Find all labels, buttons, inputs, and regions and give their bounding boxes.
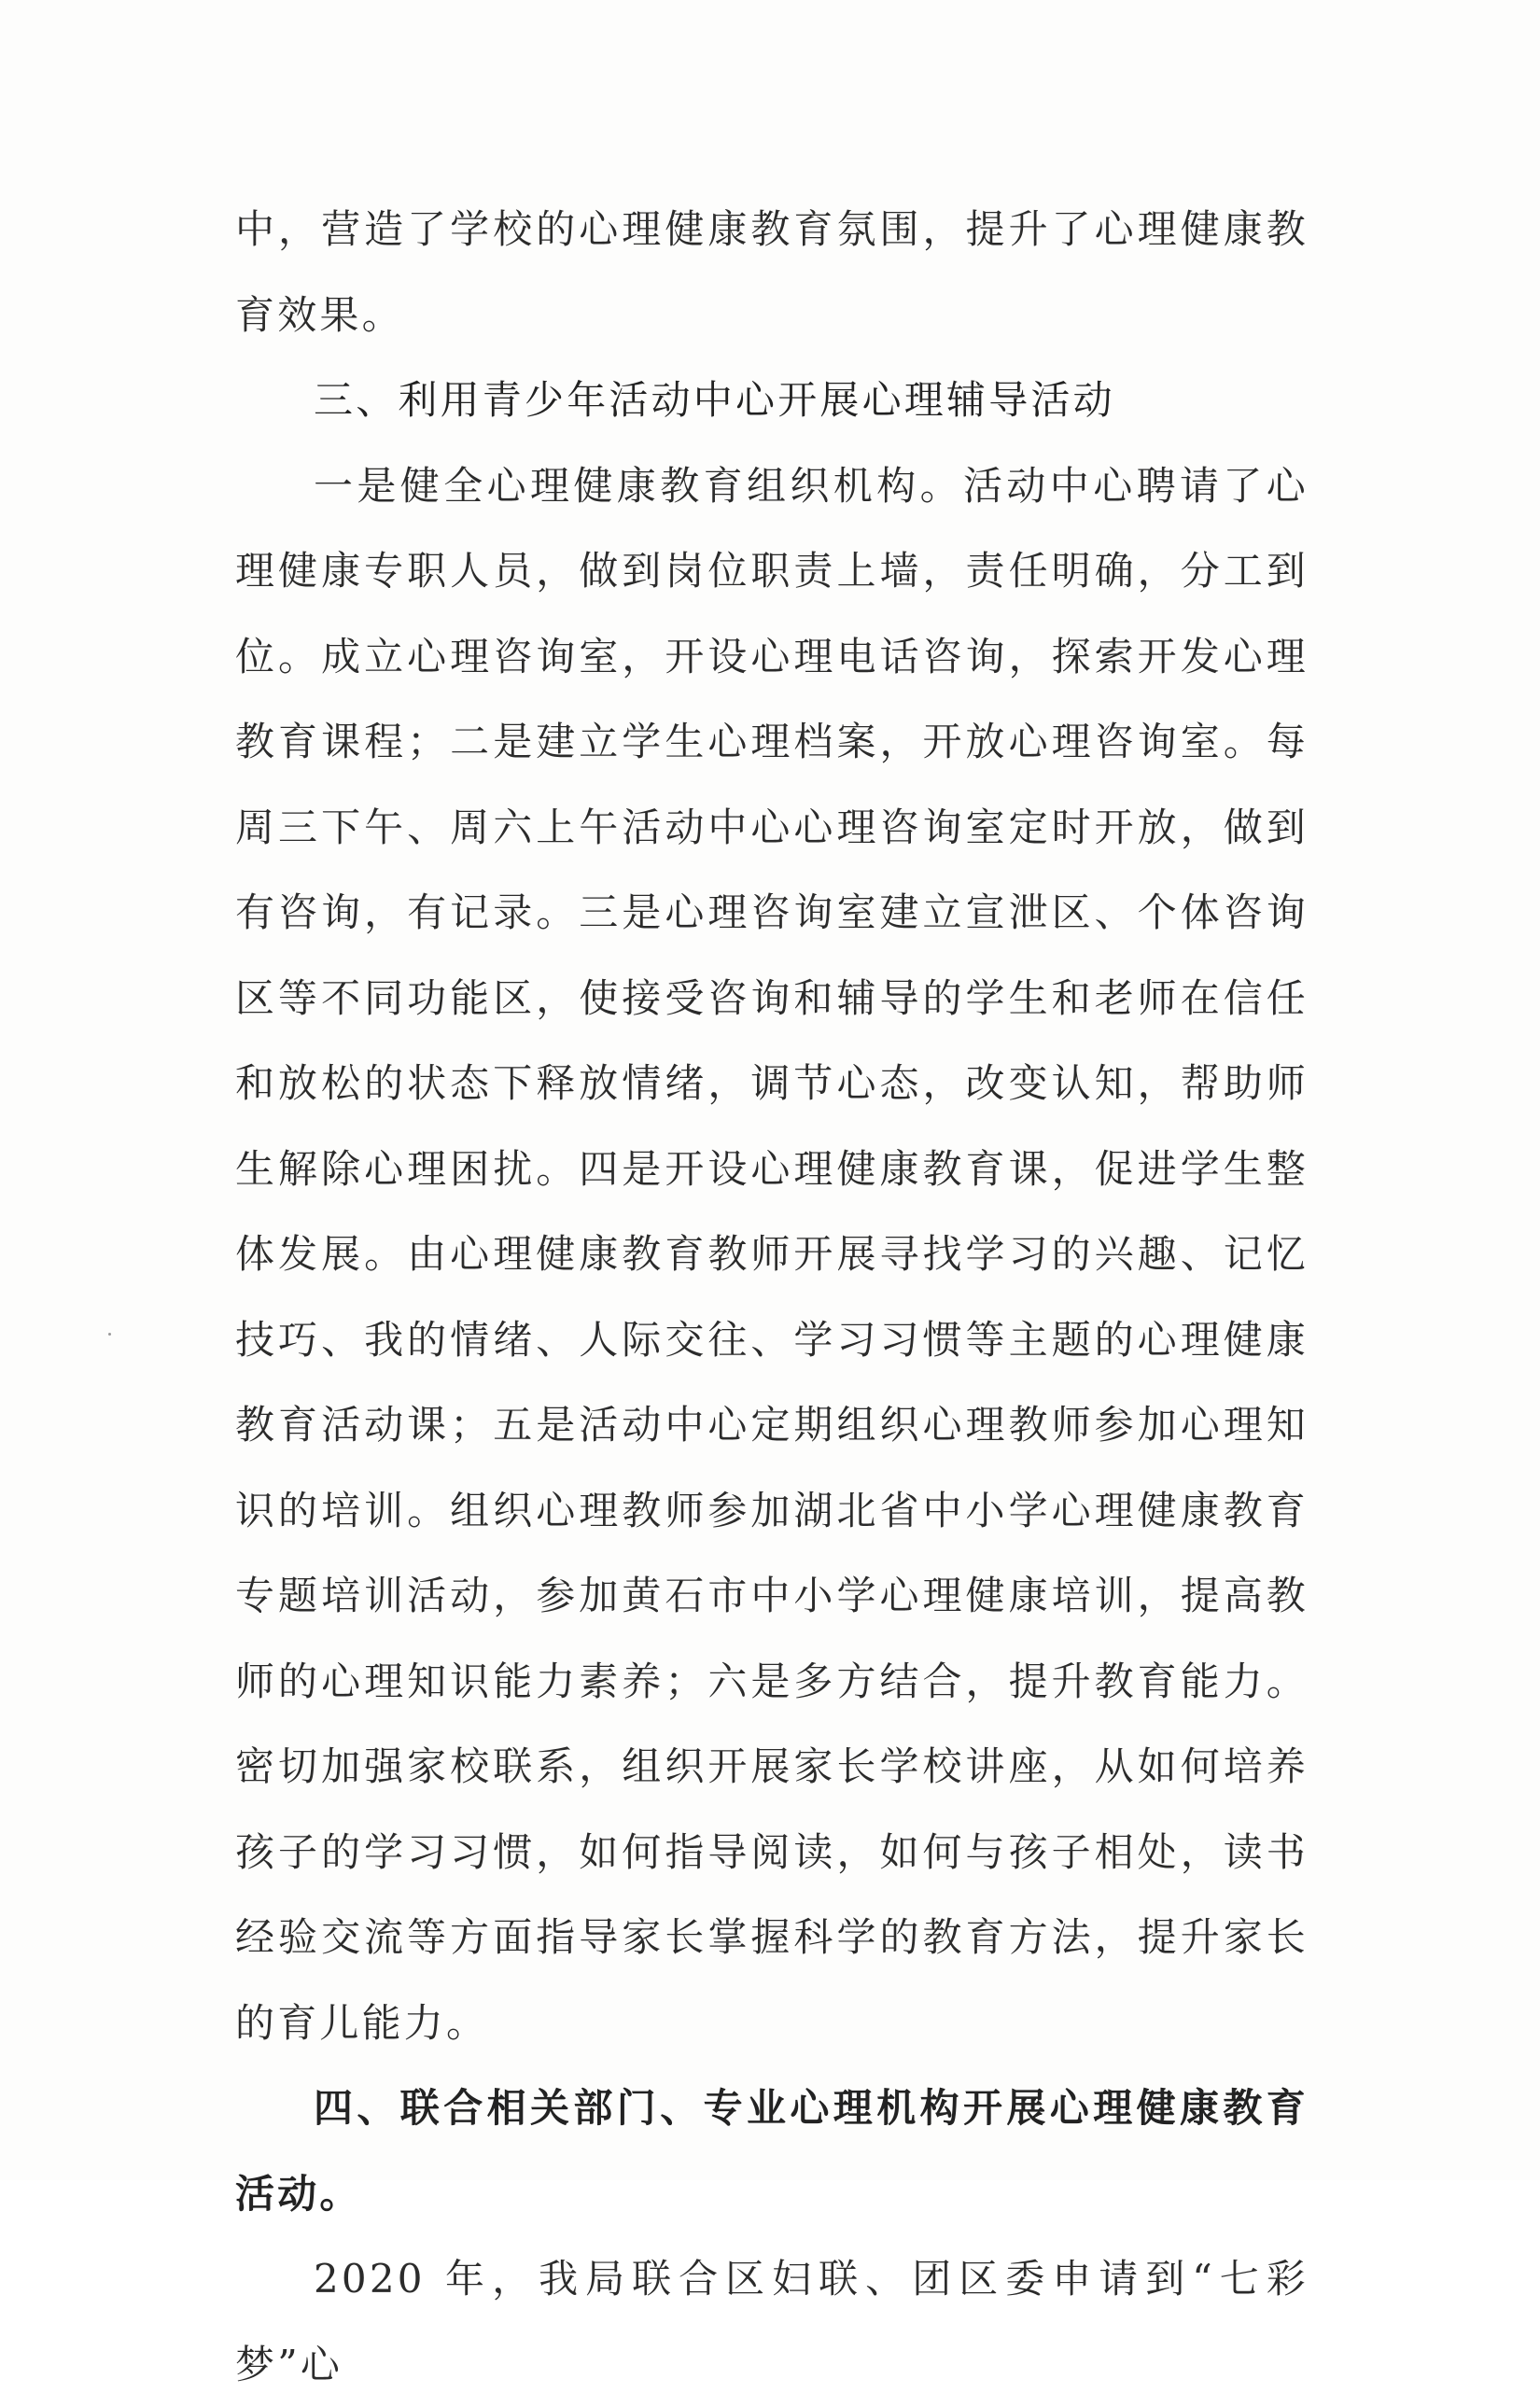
document-body [235,187,1309,2407]
section-3-heading: 三、利用青少年活动中心开展心理辅导活动 [314,377,1115,423]
section-4-paragraph: 2020 年，我局联合区妇联、团区委申请到“七彩梦”心 [235,2256,1309,2387]
section-3-paragraph: 一是健全心理健康教育组织机构。活动中心聘请了心理健康专职人员，做到岗位职责上墙，责任明确，分工到位。成立心理咨询室，开设心理电话咨询，探索开发心理教育课程；二是建立学生心理档案，开放心理咨询室。每周三下午、周六上午活动中心心理咨询室定时开放，做到有咨询，有记录。三是心理咨询室建立宣泄区、个体咨询区等不同功能区，使接受咨询和辅导的学生和老师在信任和放松的状态下释放情绪，调节心态，改变认知，帮助师生解除心理困扰。四是开设心理健康教育课，促进学生整体发展。由心理健康教育教师开展寻找学习的兴趣、记忆技巧、我的情绪、人际交往、学习习惯等主题的心理健康教育活动课；五是活动中心定期组织心理教师参加心理知识的培训。组织心理教师参加湖北省中小学心理健康教育专题培训活动，参加黄石市中小学心理健康培训，提高教师的心理知识能力素养；六是多方结合，提升教育能力。密切加强家校联系，组织开展家长学校讲座，从如何培养孩子的学习习惯，如何指导阅读，如何与孩子相处，读书经验交流等方面指导家长掌握科学的教育方法，提升家长的育儿能力。 [235,462,1309,2046]
section-4-heading: 四、联合相关部门、专业心理机构开展心理健康教育活动。 [235,2085,1309,2217]
scan-speck [108,1333,111,1336]
continuation-paragraph: 中，营造了学校的心理健康教育氛围，提升了心理健康教育效果。 [235,206,1309,338]
